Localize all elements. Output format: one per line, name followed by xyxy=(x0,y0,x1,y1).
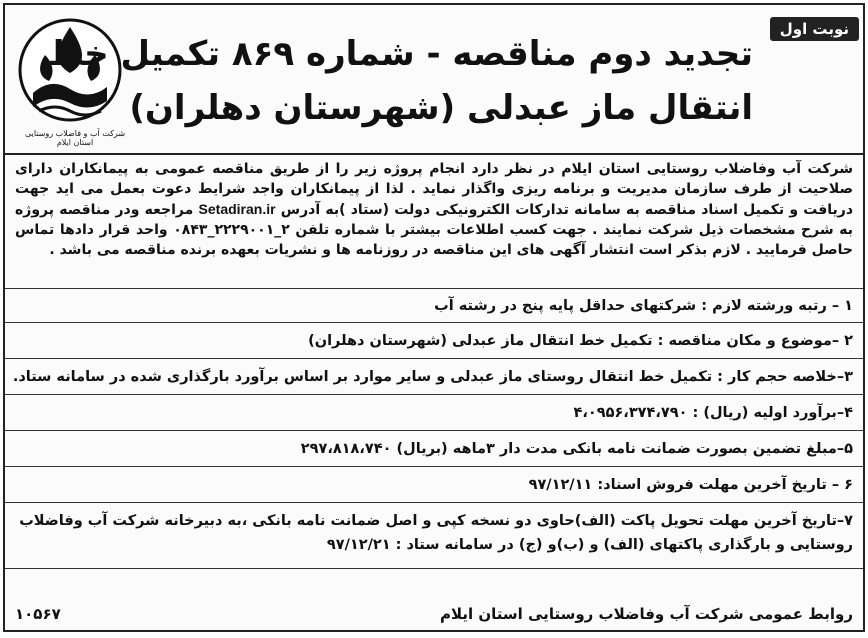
item-document-sale-deadline xyxy=(5,467,863,503)
item-subject-location xyxy=(5,323,863,359)
logo-caption: شرکت آب و فاضلاب روستایی استان ایلام xyxy=(24,129,126,147)
item-required-grade xyxy=(5,289,863,323)
intro-text-2: مراجعه ودر مناقصه پروژه به شرح مشخصات ذیل شرکت نمایند . جهت کسب اطلاعات بیشتر با شماره تلفن ۲_۲۲۲۹۰۰۱_۰۸۴۳ واحد قرار دادها تماس حاصل فرمایید . لازم بذکر است انتشار آگهی های این مناقصه در روزنامه ها و نشریات بعهده برنده مناقصه می باشد . xyxy=(15,202,853,258)
item-work-summary xyxy=(5,359,863,395)
item-text: ۶ – تاریخ آخرین مهلت فروش اسناد: ۹۷/۱۲/۱۱ xyxy=(528,476,853,493)
edition-badge: نوبت اول xyxy=(770,17,859,41)
title-line-1: تجدید دوم مناقصه - شماره ۸۶۹ تکمیل خط xyxy=(47,34,753,74)
item-text: ۴–برآورد اولیه (ریال) : ۴،۰۹۵۶،۳۷۴،۷۹۰ xyxy=(573,404,853,421)
intro-text-1: شرکت آب وفاضلاب روستایی استان ایلام در نظر دارد انجام پروژه زیر را از طریق مناقصه عمومی به پیمانکاران دارای صلاحیت از طرف سازمان مدیریت و برنامه ریزی واگذار نماید . لذا از پیمانکاران واجد شرایط دعوت بعمل می اید جهت دریافت و تکمیل اسناد مناقصه به سامانه تدارکات الکترونیکی دولت (ستاد )به آدرس xyxy=(15,161,854,218)
item-text: ۱ – رتبه ورشته لازم : شرکتهای حداقل پایه پنج در رشته آب xyxy=(434,297,853,314)
item-text: ۷–تاریخ آخرین مهلت تحویل پاکت (الف)حاوی دو نسخه کپی و اصل ضمانت نامه بانکی ،به دبیرخانه شرکت آب وفاضلاب روستایی و بارگذاری پاکتهای (الف) و (ب)و (ج) در سامانه ستاد : ۹۷/۱۲/۲۱ xyxy=(19,513,853,553)
item-text: ۲ –موضوع و مکان مناقصه : تکمیل خط انتقال ماز عبدلی (شهرستان دهلران) xyxy=(308,332,853,349)
notice-page xyxy=(3,3,865,632)
notice-header xyxy=(5,5,863,153)
notice-footer xyxy=(5,598,863,630)
notice-body xyxy=(5,153,863,569)
item-guarantee-amount xyxy=(5,431,863,467)
intro-paragraph xyxy=(5,155,863,289)
publisher-line: روابط عمومی شرکت آب وفاضلاب روستایی استان ایلام xyxy=(439,605,853,623)
item-initial-estimate xyxy=(5,395,863,431)
title-line-2: انتقال ماز عبدلی (شهرستان دهلران) xyxy=(129,88,753,128)
item-text: ۵–مبلغ تضمین بصورت ضمانت نامه بانکی مدت دار ۳ماهه (بریال) ۲۹۷،۸۱۸،۷۴۰ xyxy=(300,440,853,457)
notice-title xyxy=(47,27,753,135)
item-text: ۳–خلاصه حجم کار : تکمیل خط انتقال روستای ماز عبدلی و سایر موارد بر اساس برآورد بارگذاری شده در سامانه ستاد. xyxy=(12,368,853,385)
setad-website-link[interactable]: Setadiran.ir xyxy=(198,201,276,217)
item-submission-deadline xyxy=(5,503,863,569)
notice-code: ۱۰۵۶۷ xyxy=(15,605,61,623)
